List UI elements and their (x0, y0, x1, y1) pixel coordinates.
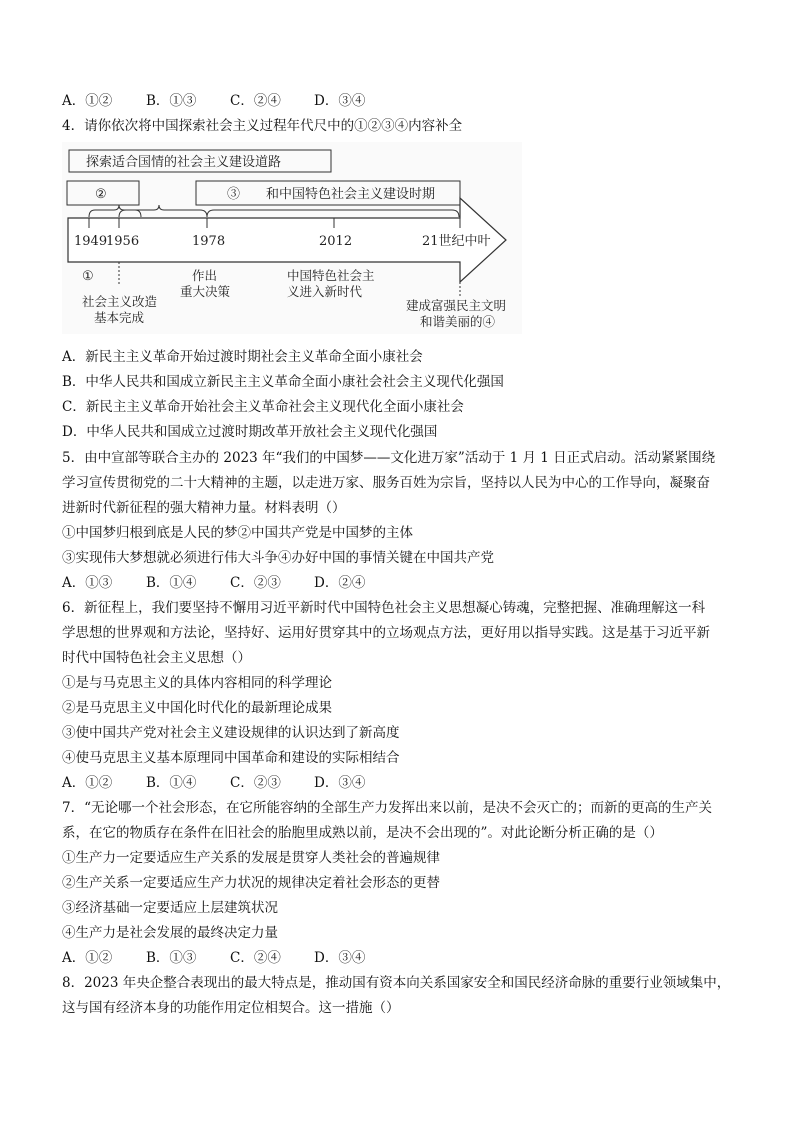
q4-stem: 4．请你依次将中国探索社会主义过程年代尺中的①②③④内容补全 (62, 118, 463, 134)
q4-box-top-label: 探索适合国情的社会主义建设道路 (86, 155, 282, 170)
q5-item-line1: ①中国梦归根到底是人民的梦②中国共产党是中国梦的主体 (62, 525, 413, 541)
year-1956: 1956 (106, 234, 140, 249)
q7-item-3: ③经济基础一定要适应上层建筑状况 (62, 900, 278, 916)
note-1956-line2: 基本完成 (94, 310, 145, 325)
q4-option-b[interactable]: B．中华人民共和国成立新民主主义革命全面小康社会社会主义现代化强国 (62, 374, 504, 390)
q4-box-3-label: ③ 和中国特色社会主义建设时期 (227, 187, 436, 202)
q6-item-3: ③使中国共产党对社会主义建设规律的认识达到了新高度 (62, 725, 400, 741)
q5-option-a[interactable]: A．①③ (62, 575, 113, 591)
q6-stem-line2: 学思想的世界观和方法论，坚持好、运用好贯穿其中的立场观点方法，更好用以指导实践。这是基于习近平新 (62, 625, 710, 641)
q5-item-line2: ③实现伟大梦想就必须进行伟大斗争④办好中国的事情关键在中国共产党 (62, 550, 494, 566)
q7-stem-line2: 系，在它的物质存在条件在旧社会的胎胞里成熟以前，是决不会出现的”。对此论断分析正确的是（） (62, 825, 663, 841)
q6-option-c[interactable]: C．②③ (230, 775, 281, 791)
q6-item-2: ②是马克思主义中国化时代化的最新理论成果 (62, 700, 332, 716)
note-end-line1: 建成富强民主文明 (406, 298, 507, 313)
q7-stem-line1: 7．“无论哪一个社会形态，在它所能容纳的全部生产力发挥出来以前，是决不会灭亡的；而新的更高的生产关 (62, 800, 712, 816)
q5-option-c[interactable]: C．②③ (230, 575, 281, 591)
q5-option-d[interactable]: D．②④ (314, 575, 366, 591)
q7-options (62, 949, 365, 967)
label-1: ① (82, 269, 94, 284)
q5-option-b[interactable]: B．①④ (146, 575, 197, 591)
q5-stem-line2: 学习宣传贯彻党的二十大精神的主题，以走进万家、服务百姓为宗旨，坚持以人民为中心的工作导向，凝聚奋 (62, 475, 710, 491)
q4-option-d[interactable]: D．中华人民共和国成立过渡时期改革开放社会主义现代化强国 (62, 424, 438, 440)
q3-option-c[interactable]: C．②④ (230, 93, 281, 109)
q6-item-4: ④使马克思主义基本原理同中国革命和建设的实际相结合 (62, 750, 400, 766)
q7-option-d[interactable]: D．③④ (314, 950, 366, 966)
q3-option-a[interactable]: A．①② (62, 93, 113, 109)
q7-option-a[interactable]: A．①② (62, 950, 113, 966)
q6-stem-line1: 6．新征程上，我们要坚持不懈用习近平新时代中国特色社会主义思想凝心铸魂，完整把握、准确理解这一科 (62, 600, 706, 616)
year-1949: 1949 (74, 234, 108, 249)
q7-option-c[interactable]: C．②④ (230, 950, 281, 966)
q6-stem-line3: 时代中国特色社会主义思想（） (62, 650, 251, 666)
q6-option-b[interactable]: B．①④ (146, 775, 197, 791)
year-1978: 1978 (192, 234, 226, 249)
q5-stem-line3: 进新时代新征程的强大精神力量。材料表明（） (62, 500, 346, 516)
q6-option-a[interactable]: A．①② (62, 775, 113, 791)
q6-option-d[interactable]: D．③④ (314, 775, 366, 791)
q6-options (62, 774, 365, 792)
q4-option-c[interactable]: C．新民主主义革命开始社会主义革命社会主义现代化全面小康社会 (62, 399, 464, 415)
q7-option-b[interactable]: B．①③ (146, 950, 197, 966)
q3-options (62, 92, 365, 110)
q7-item-4: ④生产力是社会发展的最终决定力量 (62, 925, 278, 941)
q4-option-a[interactable]: A．新民主主义革命开始过渡时期社会主义革命全面小康社会 (62, 349, 423, 365)
q6-item-1: ①是与马克思主义的具体内容相同的科学理论 (62, 675, 332, 691)
q7-item-2: ②生产关系一定要适应生产力状况的规律决定着社会形态的更替 (62, 875, 440, 891)
q5-stem-line1: 5．由中宣部等联合主办的 2023 年“我们的中国梦——文化进万家”活动于 1 月 1 日正式启动。活动紧紧围绕 (62, 450, 716, 466)
q3-option-d[interactable]: D．③④ (314, 93, 366, 109)
note-1978-line2: 重大决策 (180, 284, 231, 299)
q5-options (62, 574, 365, 592)
year-2012: 2012 (319, 234, 353, 249)
q7-item-1: ①生产力一定要适应生产关系的发展是贯穿人类社会的普遍规律 (62, 850, 440, 866)
q8-stem-line2: 这与国有经济本身的功能作用定位相契合。这一措施（） (62, 1000, 400, 1016)
note-2012-line1: 中国特色社会主 (287, 268, 375, 283)
note-1956-line1: 社会主义改造 (82, 294, 158, 309)
year-mid-21st-century: 21世纪中叶 (422, 234, 491, 249)
q4-timeline-figure (62, 142, 522, 334)
q4-box-2-label: ② (95, 187, 107, 202)
note-1978-line1: 作出 (192, 268, 218, 283)
note-end-line2: 和谐美丽的④ (420, 314, 496, 329)
note-2012-line2: 义进入新时代 (287, 284, 363, 299)
q8-stem-line1: 8．2023 年央企整合表现出的最大特点是，推动国有资本向关系国家安全和国民经济命脉的重要行业领域集中， (62, 975, 731, 991)
q3-option-b[interactable]: B．①③ (146, 93, 197, 109)
